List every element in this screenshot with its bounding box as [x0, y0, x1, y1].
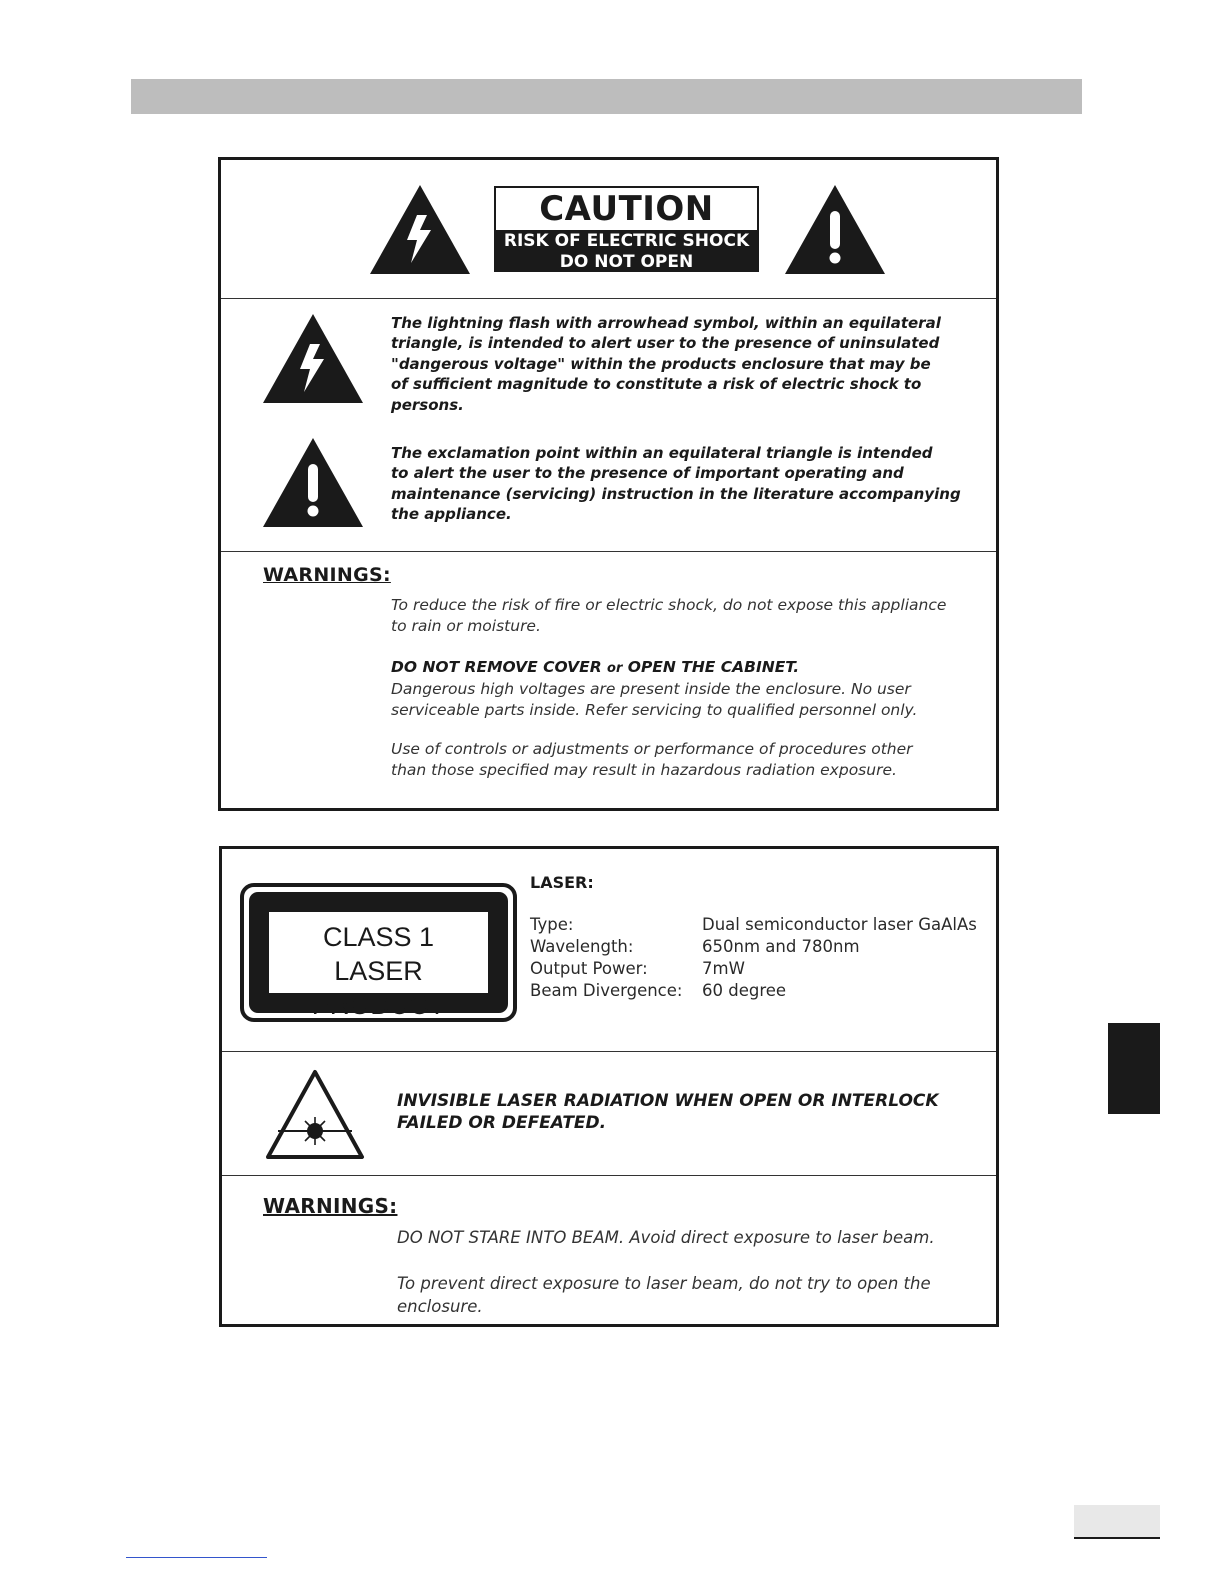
bold-text: DO NOT REMOVE COVER — [391, 658, 608, 676]
label-line-1: CLASS 1 — [322, 922, 435, 952]
exclamation-warning-icon — [784, 185, 886, 275]
caution-subtitle — [496, 230, 757, 270]
spec-key: Output Power: — [530, 959, 648, 978]
warning-paragraph-3 — [391, 739, 991, 781]
text-line: to rain or moisture. — [391, 617, 541, 635]
caution-line-2: DO NOT OPEN — [559, 252, 694, 272]
text-line: triangle, is intended to alert user to the presence of uninsulated — [391, 334, 940, 353]
warning-paragraph-1 — [391, 595, 991, 637]
bold-text: OPEN THE CABINET. — [622, 658, 800, 676]
caution-line-1: RISK OF ELECTRIC SHOCK — [503, 231, 750, 251]
text-line: serviceable parts inside. Refer servicing to qualified personnel only. — [391, 701, 918, 719]
warnings-heading: WARNINGS: — [263, 564, 391, 586]
text-line: The exclamation point within an equilateral triangle is intended — [391, 444, 933, 462]
text-line: enclosure. — [397, 1297, 483, 1316]
divider — [222, 1175, 996, 1176]
exposure-warning — [397, 1272, 997, 1318]
text-line: The lightning flash with arrowhead symbol, within an equilateral — [391, 314, 941, 332]
text-line: persons. — [391, 395, 464, 414]
lightning-description — [391, 313, 991, 415]
warning-paragraph-2 — [391, 657, 991, 721]
class1-laser-label — [240, 883, 517, 1022]
spec-key: Wavelength: — [530, 937, 634, 956]
text-line: INVISIBLE LASER RADIATION WHEN OPEN OR INTERLOCK — [397, 1091, 939, 1111]
spec-value: 7mW — [702, 959, 745, 978]
laser-radiation-icon — [264, 1069, 366, 1161]
section-tab — [1108, 1023, 1160, 1114]
laser-heading: LASER: — [530, 873, 594, 892]
header-bar — [131, 79, 1082, 114]
text-line: To prevent direct exposure to laser beam, do not try to open the — [397, 1274, 931, 1293]
spec-value: Dual semiconductor laser GaAlAs — [702, 915, 977, 934]
text-line: than those specified may result in hazardous radiation exposure. — [391, 761, 897, 779]
stare-warning: DO NOT STARE INTO BEAM. Avoid direct exposure to laser beam. — [397, 1228, 935, 1247]
radiation-warning — [397, 1090, 987, 1134]
caution-label — [494, 186, 759, 272]
exclamation-description — [391, 443, 991, 525]
bold-or: or — [607, 661, 623, 676]
page-number-box — [1074, 1505, 1160, 1539]
lightning-symbol-icon — [262, 314, 364, 404]
text-line: the appliance. — [391, 505, 512, 524]
safety-panel — [218, 157, 999, 811]
text-line: maintenance (servicing) instruction in the literature accompanying — [391, 484, 961, 503]
text-line: of sufficient magnitude to constitute a risk of electric shock to — [391, 375, 922, 394]
do-not-remove-cover — [391, 657, 991, 679]
spec-value: 650nm and 780nm — [702, 937, 860, 956]
footer-link-line — [126, 1557, 267, 1558]
label-line-2: LASER PRODUCT — [311, 956, 446, 1020]
warnings-heading: WARNINGS: — [263, 1194, 398, 1218]
label-border — [249, 892, 508, 1020]
exclamation-symbol-icon — [262, 438, 364, 528]
spec-key: Type: — [530, 915, 574, 934]
divider — [221, 551, 996, 552]
lightning-warning-icon — [369, 185, 471, 275]
text-line: FAILED OR DEFEATED. — [397, 1113, 607, 1133]
caution-title: CAUTION — [496, 188, 757, 230]
text-line: Use of controls or adjustments or performance of procedures other — [391, 740, 913, 758]
label-text — [269, 912, 488, 1020]
spec-key: Beam Divergence: — [530, 981, 683, 1000]
text-line: To reduce the risk of fire or electric shock, do not expose this appliance — [391, 596, 947, 614]
text-line: to alert the user to the presence of important operating and — [391, 464, 904, 483]
laser-panel — [219, 846, 999, 1327]
spec-value: 60 degree — [702, 981, 787, 1000]
text-line: Dangerous high voltages are present inside the enclosure. No user — [391, 680, 911, 698]
divider — [221, 298, 996, 299]
text-line: "dangerous voltage" within the products enclosure that may be — [391, 354, 931, 373]
divider — [222, 1051, 996, 1052]
